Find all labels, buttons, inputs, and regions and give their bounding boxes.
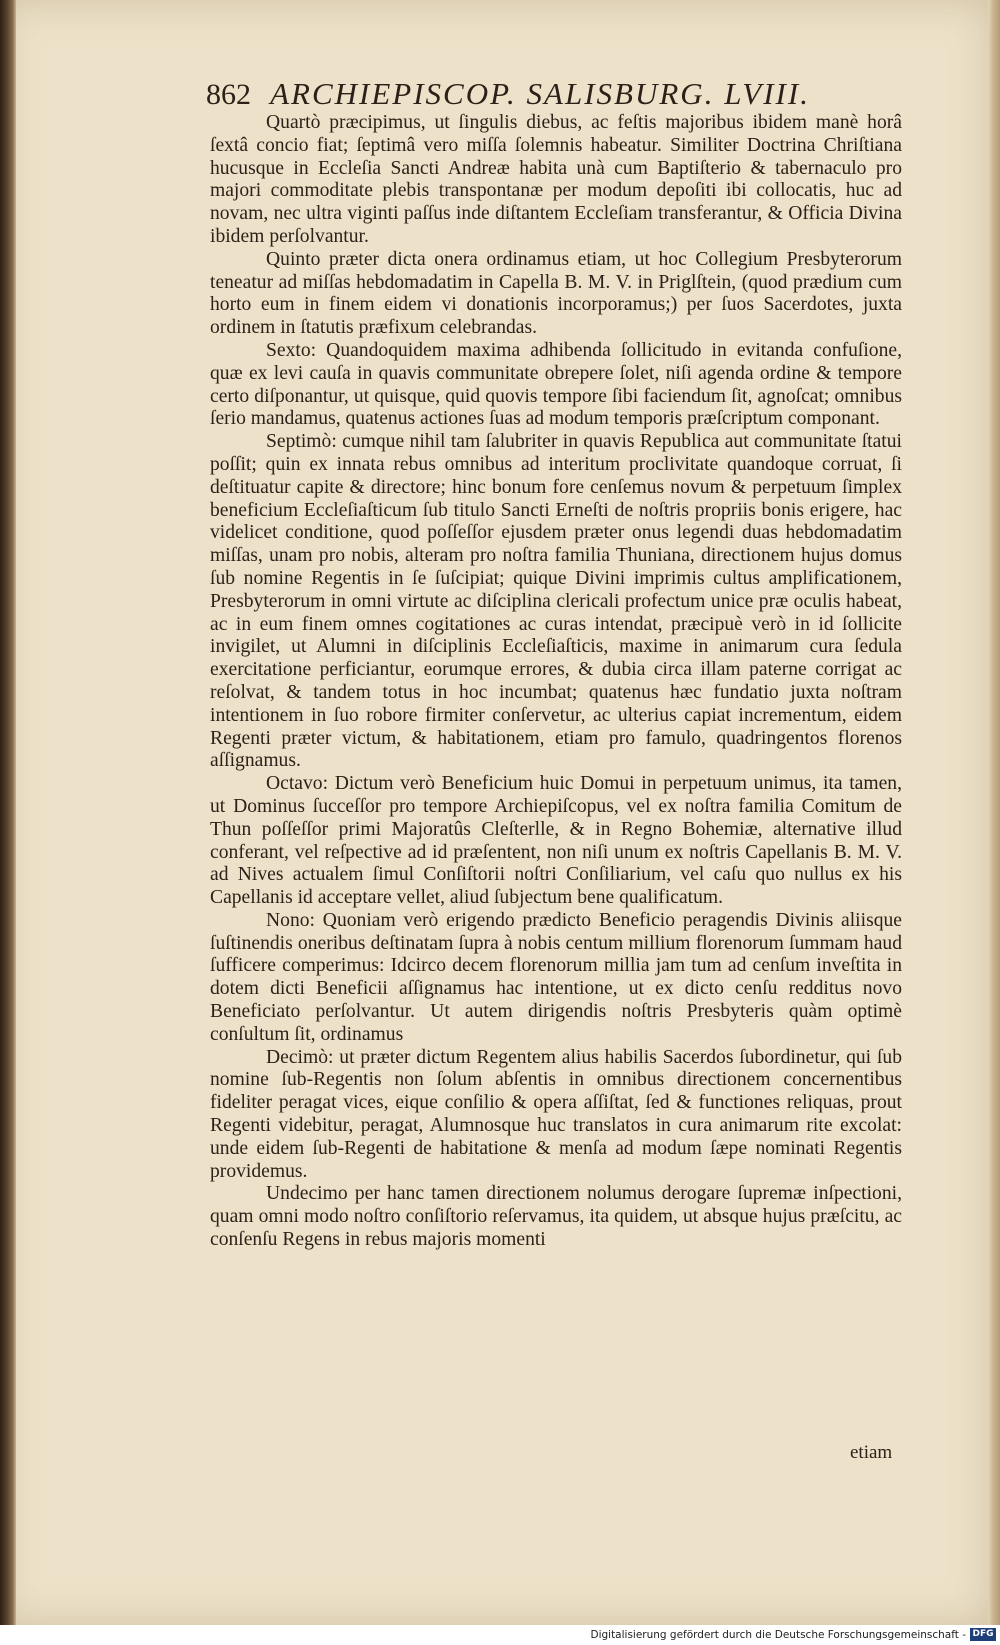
paragraph-undecimo: Undecimo per hanc tamen directionem nolumus derogare ſupremæ inſpectioni, quam omni modo noſtro conſiſtorio reſervamus, ita quidem, ut absque hujus præſcitu, ac conſenſu Regens in rebus majoris momenti: [210, 1183, 902, 1251]
dfg-logo: DFG: [970, 1628, 996, 1641]
paragraph-nono: Nono: Quoniam verò erigendo prædicto Beneficio peragendis Divinis aliisque ſuſtinendis oneribus deſtinatam ſupra à nobis centum millium florenorum ſummam haud ſufficere comperimus: Idcirco decem florenorum millia jam tum ad cenſum inveſtita in dotem dicti Beneficii aſſignamus hac intentione, ut ex dicto cenſu redditus novo Beneficiato perſolvantur. Ut autem dirigendis noſtris Presbyteris quàm optimè conſultum ſit, ordinamus: [210, 909, 902, 1045]
paragraph-octavo: Octavo: Dictum verò Beneficium huic Domui in perpetuum unimus, ita tamen, ut Dominus ſucceſſor pro tempore Archiepiſcopus, vel ex noſtra familia Comitum de Thun poſſeſſor primi Majoratûs Cleſterlle, & in Regno Bohemiæ, alternative illud conferant, vel reſpective ad id præſentent, non niſi unum ex noſtris Capellanis B. M. V. ad Nives actualem ſimul Conſiſtorii noſtri Conſiliarium, vel caſu quo nullus ex his Capellanis id acceptare vellet, aliud ſubjectum bene qualificatum.: [210, 773, 902, 909]
page-fore-edge: [988, 0, 1000, 1625]
paragraph-quinto: Quinto præter dicta onera ordinamus etiam, ut hoc Collegium Presbyterorum teneatur ad miſſas hebdomadatim in Capella B. M. V. in Priglſtein, (quod prædium cum horto eum in finem eidem vi donationis incorporamus;) per ſuos Sacerdotes, juxta ordinem in ſtatutis præfixum celebrandas.: [210, 248, 902, 339]
body-text: [210, 112, 902, 1252]
running-head: ARCHIEPISCOP. SALISBURG. LVIII.: [270, 76, 810, 111]
digitization-credit: Digitalisierung gefördert durch die Deutsche Forschungsgemeinschaft -: [590, 1629, 966, 1641]
paragraph-quarto: Quartò præcipimus, ut ſingulis diebus, ac feſtis majoribus ibidem manè horâ ſextâ concio fiat; ſeptimâ vero miſſa ſolemnis habeatur. Similiter Doctrina Chriſtiana hucusque in Eccleſia Sancti Andreæ habita unà cum Baptiſterio & tabernaculo pro majori commoditate plebis transpontanæ per modum depoſiti ibi collocatis, huc ad novam, nec ultra viginti paſſus inde diſtantem Eccleſiam transferantur, & Officia Divina ibidem perſolvantur.: [210, 112, 902, 247]
catchword: etiam: [850, 1442, 893, 1463]
binding-edge: [0, 0, 16, 1625]
paragraph-septimo: Septimò: cumque nihil tam ſalubriter in quavis Republica aut communitate ſtatui poſſit; quin ex innata rebus omnibus ad interitum proclivitate quandoque corruat, ſi deſtituatur capite & directore; hinc bonum fore cenſemus novum & perpetuum ſimplex beneficium Eccleſiaſticum ſub titulo Sancti Erneſti de noſtris propriis bonis erigere, hac videlicet conditione, quod poſſeſſor ejusdem præter onus legendi duas hebdomadatim miſſas, unam pro nobis, alteram pro noſtra familia Thuniana, directionem hujus domus ſub nomine Regentis in ſe ſuſcipiat; quique Divini imprimis cultus amplificationem, Presbyterorum in omni virtute ac diſciplina clericali profectum unice præ oculis habeat, ac in eum finem omnes cogitationes ac curas intendat, præcipuè verò in id ſollicite invigilet, ut Alumni in diſciplinis Eccleſiaſticis, maxime in animarum cura ſedula exercitatione perficiantur, eorumque errores, & dubia circa illam paterne corrigat ac reſolvat, & tandem totus in hoc incumbat; quatenus hæc fundatio juxta noſtram intentionem in ſuo robore firmiter conſervetur, ac ulterius capiat incrementum, eidem Regenti præter victum, & habitationem, etiam pro famulo, quadringentos florenos aſſignamus.: [210, 431, 902, 772]
page-number: 862: [206, 78, 251, 111]
paragraph-sexto: Sexto: Quandoquidem maxima adhibenda ſollicitudo in evitanda confuſione, quæ ex levi cauſa in quavis communitate obrepere ſolet, niſi agenda ordine & tempore certo diſponantur, ut quisque, quid quovis tempore ſibi faciendum ſit, agnoſcat; omnibus ſerio mandamus, quatenus actiones ſuas ad modum temporis præſcriptum componant.: [210, 339, 902, 430]
paragraph-decimo: Decimò: ut præter dictum Regentem alius habilis Sacerdos ſubordinetur, qui ſub nomine ſub-Regentis non ſolum abſentis in omnibus directionem concernentibus fideliter peragat vices, eique conſilio & opera aſſiſtat, ſed & functiones reliquas, prout Regenti videbitur, peragat, Alumnosque huc translatos in cura animarum rite excolat: unde eidem ſub-Regenti de habitatione & menſa ad modum ſæpe nominati Regentis providemus.: [210, 1046, 902, 1182]
